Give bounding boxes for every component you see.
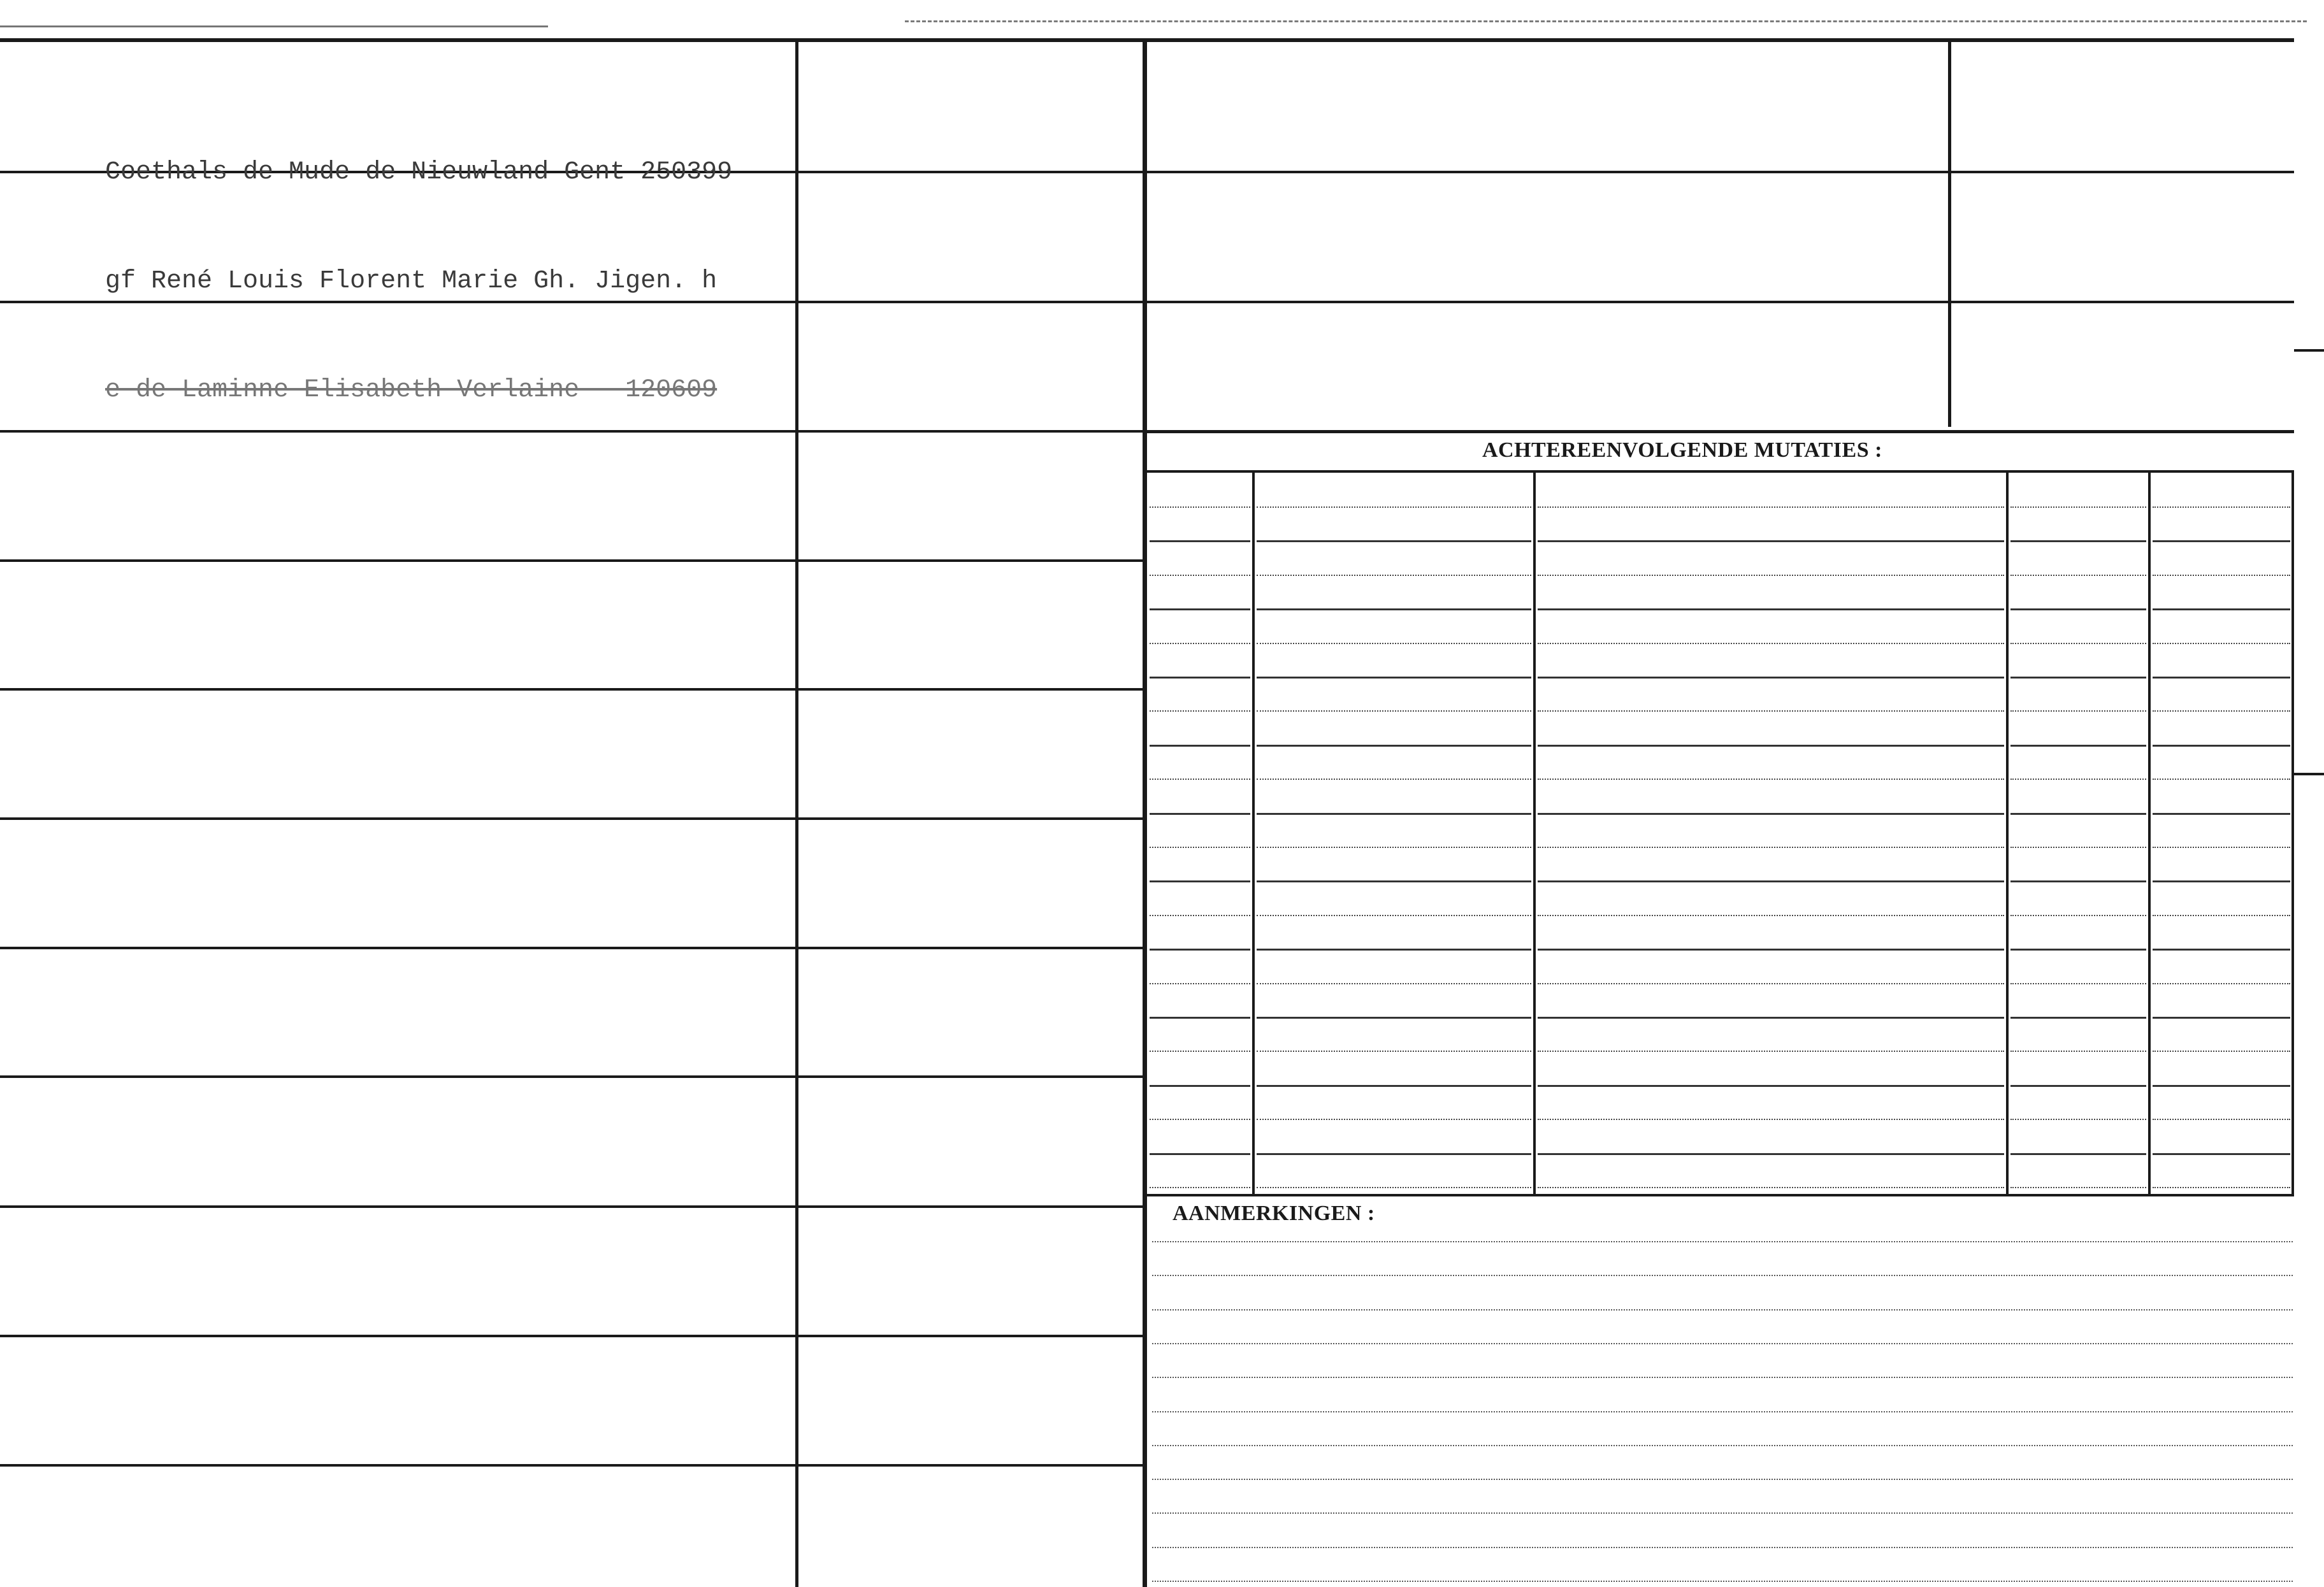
mutaties-entry-line bbox=[1538, 1017, 2004, 1019]
aanmerkingen-line bbox=[1152, 1479, 2293, 1480]
mutaties-entry-line bbox=[1538, 608, 2004, 610]
mutaties-entry-line bbox=[1150, 915, 1250, 916]
column-divider-3 bbox=[1948, 42, 1951, 427]
mutaties-entry-line bbox=[1150, 779, 1250, 780]
mutaties-entry-line bbox=[1538, 1119, 2004, 1120]
mutaties-entry-line bbox=[1257, 643, 1531, 644]
mutaties-entry-line bbox=[2153, 1017, 2290, 1019]
mutaties-entry-line bbox=[1257, 745, 1531, 747]
left-row-rule bbox=[0, 688, 1143, 691]
mutaties-entry-line bbox=[1150, 1119, 1250, 1120]
mutaties-entry-line bbox=[1257, 1017, 1531, 1019]
mutaties-col-divider bbox=[2148, 473, 2151, 1195]
right-upper-rule bbox=[1147, 430, 2294, 433]
aanmerkingen-line bbox=[1152, 1343, 2293, 1344]
mutaties-entry-line bbox=[2153, 608, 2290, 610]
mutaties-entry-line bbox=[2010, 540, 2146, 542]
mutaties-entry-line bbox=[1538, 1085, 2004, 1087]
mutaties-entry-line bbox=[1538, 983, 2004, 984]
top-rule-left bbox=[0, 25, 548, 27]
mutaties-entry-line bbox=[2010, 745, 2146, 747]
mutaties-col-divider bbox=[1533, 473, 1536, 1195]
mutaties-entry-line bbox=[1150, 880, 1250, 882]
mutaties-entry-line bbox=[2010, 847, 2146, 848]
mutaties-entry-line bbox=[2153, 710, 2290, 712]
mutaties-col-divider bbox=[2006, 473, 2009, 1195]
mutaties-entry-line bbox=[2010, 949, 2146, 951]
mutaties-entry-line bbox=[2153, 1153, 2290, 1155]
left-row-rule bbox=[0, 1205, 1143, 1208]
left-row-rule bbox=[0, 817, 1143, 820]
mutaties-entry-line bbox=[2153, 1187, 2290, 1188]
mutaties-entry-line bbox=[2153, 1085, 2290, 1087]
mutaties-entry-line bbox=[1257, 915, 1531, 916]
aanmerkingen-line bbox=[1152, 1512, 2293, 1514]
mutaties-entry-line bbox=[1150, 608, 1250, 610]
column-divider-1 bbox=[795, 42, 798, 1587]
mutaties-entry-line bbox=[1150, 643, 1250, 644]
mutaties-entry-line bbox=[2153, 949, 2290, 951]
edge-mark-2 bbox=[2294, 773, 2324, 775]
mutaties-entry-line bbox=[1257, 880, 1531, 882]
mutaties-entry-line bbox=[1538, 1153, 2004, 1155]
aanmerkingen-line bbox=[1152, 1581, 2293, 1582]
mutaties-entry-line bbox=[1538, 710, 2004, 712]
mutaties-entry-line bbox=[2010, 983, 2146, 984]
mutaties-heading: ACHTEREENVOLGENDE MUTATIES : bbox=[1482, 438, 1882, 462]
mutaties-entry-line bbox=[2010, 575, 2146, 576]
top-tick-marks bbox=[905, 20, 2307, 30]
mutaties-entry-line bbox=[2010, 608, 2146, 610]
mutaties-entry-line bbox=[1257, 710, 1531, 712]
mutaties-entry-line bbox=[1257, 506, 1531, 508]
mutaties-entry-line bbox=[1150, 1187, 1250, 1188]
mutaties-entry-line bbox=[1150, 575, 1250, 576]
mutaties-entry-line bbox=[1538, 575, 2004, 576]
mutaties-entry-line bbox=[2153, 575, 2290, 576]
mutaties-entry-line bbox=[2153, 983, 2290, 984]
mutaties-entry-line bbox=[1150, 677, 1250, 679]
mutaties-bottom-rule bbox=[1147, 1194, 2294, 1196]
mutaties-entry-line bbox=[1257, 779, 1531, 780]
mutaties-entry-line bbox=[1150, 949, 1250, 951]
mutaties-entry-line bbox=[1257, 1051, 1531, 1052]
mutaties-header-rule bbox=[1147, 470, 2294, 473]
mutaties-entry-line bbox=[2010, 710, 2146, 712]
record-line-2: gf René Louis Florent Marie Gh. Jigen. h bbox=[105, 267, 718, 296]
mutaties-entry-line bbox=[1538, 813, 2004, 815]
mutaties-entry-line bbox=[1538, 779, 2004, 780]
mutaties-entry-line bbox=[2010, 643, 2146, 644]
mutaties-entry-line bbox=[1257, 949, 1531, 951]
mutaties-entry-line bbox=[1257, 847, 1531, 848]
mutaties-entry-line bbox=[1538, 1051, 2004, 1052]
mutaties-entry-line bbox=[1150, 745, 1250, 747]
mutaties-entry-line bbox=[2153, 779, 2290, 780]
left-row-rule bbox=[0, 947, 1143, 949]
mutaties-entry-line bbox=[1257, 1153, 1531, 1155]
mutaties-entry-line bbox=[2153, 1051, 2290, 1052]
record-line-1: Coethals de Mude de Nieuwland Gent 250399 bbox=[105, 158, 733, 187]
aanmerkingen-line bbox=[1152, 1411, 2293, 1412]
mutaties-entry-line bbox=[2153, 540, 2290, 542]
mutaties-entry-line bbox=[1150, 1085, 1250, 1087]
mutaties-entry-line bbox=[2010, 1153, 2146, 1155]
left-row-rule bbox=[0, 559, 1143, 562]
aanmerkingen-line bbox=[1152, 1241, 2293, 1242]
mutaties-entry-line bbox=[2153, 506, 2290, 508]
mutaties-entry-line bbox=[2153, 813, 2290, 815]
aanmerkingen-line bbox=[1152, 1309, 2293, 1311]
mutaties-entry-line bbox=[1538, 745, 2004, 747]
mutaties-entry-line bbox=[1257, 813, 1531, 815]
aanmerkingen-line bbox=[1152, 1275, 2293, 1276]
mutaties-entry-line bbox=[2153, 880, 2290, 882]
mutaties-entry-line bbox=[1150, 983, 1250, 984]
mutaties-entry-line bbox=[1150, 813, 1250, 815]
mutaties-entry-line bbox=[2153, 1119, 2290, 1120]
mutaties-entry-line bbox=[1538, 880, 2004, 882]
mutaties-entry-line bbox=[1257, 540, 1531, 542]
left-row-rule bbox=[0, 1075, 1143, 1078]
mutaties-entry-line bbox=[2010, 880, 2146, 882]
mutaties-entry-line bbox=[1150, 710, 1250, 712]
typed-record bbox=[105, 82, 793, 481]
mutaties-entry-line bbox=[2010, 1017, 2146, 1019]
mutaties-entry-line bbox=[1257, 608, 1531, 610]
mutaties-entry-line bbox=[2010, 915, 2146, 916]
mutaties-entry-line bbox=[1538, 677, 2004, 679]
edge-mark-1 bbox=[2294, 349, 2324, 352]
mutaties-entry-line bbox=[1257, 1119, 1531, 1120]
mutaties-entry-line bbox=[1538, 506, 2004, 508]
right-upper-rule bbox=[1147, 171, 2294, 173]
mutaties-entry-line bbox=[2010, 1187, 2146, 1188]
mutaties-entry-line bbox=[2153, 643, 2290, 644]
mutaties-entry-line bbox=[1150, 1017, 1250, 1019]
column-divider-2 bbox=[1143, 42, 1147, 1587]
record-line-3: e de Laminne Elisabeth Verlaine 120609 bbox=[105, 376, 718, 405]
aanmerkingen-line bbox=[1152, 1445, 2293, 1446]
mutaties-entry-line bbox=[1257, 1085, 1531, 1087]
mutaties-entry-line bbox=[1150, 847, 1250, 848]
mutaties-entry-line bbox=[2153, 847, 2290, 848]
mutaties-entry-line bbox=[2010, 1051, 2146, 1052]
mutaties-entry-line bbox=[2153, 677, 2290, 679]
mutaties-entry-line bbox=[2010, 1119, 2146, 1120]
mutaties-entry-line bbox=[1257, 983, 1531, 984]
right-upper-rule bbox=[1147, 301, 2294, 303]
mutaties-entry-line bbox=[2010, 677, 2146, 679]
mutaties-entry-line bbox=[1257, 677, 1531, 679]
mutaties-entry-line bbox=[2010, 813, 2146, 815]
left-row-rule bbox=[0, 1335, 1143, 1337]
left-row-rule bbox=[0, 1464, 1143, 1467]
aanmerkingen-heading: AANMERKINGEN : bbox=[1173, 1202, 1375, 1225]
mutaties-entry-line bbox=[1150, 506, 1250, 508]
mutaties-col-divider bbox=[1252, 473, 1255, 1195]
mutaties-entry-line bbox=[1538, 847, 2004, 848]
mutaties-entry-line bbox=[2153, 915, 2290, 916]
mutaties-entry-line bbox=[1538, 643, 2004, 644]
mutaties-entry-line bbox=[1150, 1153, 1250, 1155]
mutaties-entry-line bbox=[2010, 506, 2146, 508]
mutaties-entry-line bbox=[1150, 1051, 1250, 1052]
mutaties-entry-line bbox=[1257, 1187, 1531, 1188]
mutaties-entry-line bbox=[1538, 915, 2004, 916]
mutaties-entry-line bbox=[2153, 745, 2290, 747]
mutaties-entry-line bbox=[1150, 540, 1250, 542]
mutaties-col-divider bbox=[2292, 473, 2294, 1195]
mutaties-entry-line bbox=[1538, 540, 2004, 542]
mutaties-entry-line bbox=[1538, 1187, 2004, 1188]
aanmerkingen-line bbox=[1152, 1377, 2293, 1378]
mutaties-entry-line bbox=[2010, 779, 2146, 780]
mutaties-entry-line bbox=[1538, 949, 2004, 951]
aanmerkingen-line bbox=[1152, 1547, 2293, 1548]
mutaties-entry-line bbox=[2010, 1085, 2146, 1087]
mutaties-entry-line bbox=[1257, 575, 1531, 576]
